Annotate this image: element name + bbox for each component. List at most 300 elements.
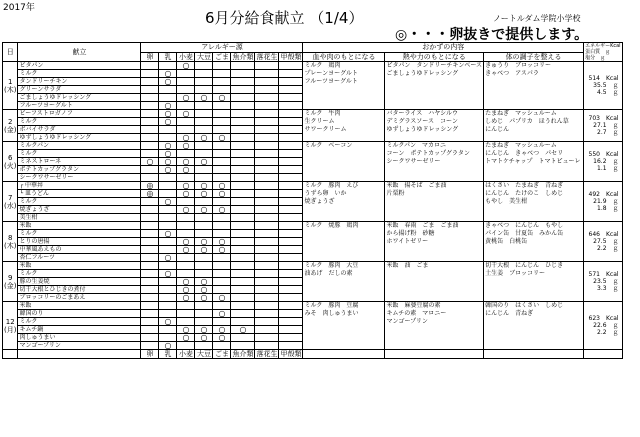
allergen-footer-0: 卵	[141, 350, 159, 359]
allergen-mark	[195, 270, 213, 278]
allergen-header-1: 乳	[159, 52, 177, 62]
allergen-mark	[141, 222, 159, 230]
allergen-mark	[255, 174, 279, 182]
allergen-mark: ◎	[141, 182, 159, 190]
allergen-mark: ○	[177, 190, 195, 198]
allergen-mark: ○	[195, 334, 213, 342]
table-row	[3, 110, 623, 118]
allergen-mark	[231, 86, 255, 94]
allergen-mark: ○	[195, 294, 213, 302]
allergen-mark	[279, 206, 303, 214]
allergen-mark	[159, 310, 177, 318]
allergen-mark	[279, 118, 303, 126]
allergen-mark	[255, 318, 279, 326]
allergen-mark: ○	[177, 238, 195, 246]
allergen-mark	[231, 150, 255, 158]
allergen-mark	[195, 318, 213, 326]
allergen-mark	[177, 78, 195, 86]
allergen-mark	[195, 174, 213, 182]
allergen-mark	[279, 254, 303, 262]
allergen-mark	[159, 238, 177, 246]
body-cell: 切干大根 にんじん ひじき 土生姜 ブロッコリー	[484, 262, 584, 302]
allergen-mark	[255, 134, 279, 142]
allergen-mark	[159, 294, 177, 302]
dish-name: 米飯	[18, 262, 141, 270]
allergen-mark	[231, 158, 255, 166]
table-row	[3, 262, 623, 270]
allergen-header-5: 魚介類	[232, 52, 254, 61]
day-cell: 9 (金)	[3, 262, 18, 302]
day-header: 日	[3, 43, 18, 62]
dish-name: ミルク	[18, 318, 141, 326]
footer-row	[3, 350, 623, 359]
dish-name: ブロッコリーのごまあえ	[18, 294, 141, 302]
allergen-mark	[213, 262, 231, 270]
allergen-header-0: 卵	[141, 52, 159, 62]
allergen-mark	[279, 110, 303, 118]
allergen-mark	[279, 182, 303, 190]
allergen-mark	[231, 166, 255, 174]
allergen-mark	[195, 198, 213, 206]
allergen-mark	[177, 262, 195, 270]
dish-name: ミルク	[18, 150, 141, 158]
dish-name: ミルク	[18, 118, 141, 126]
allergen-mark	[279, 262, 303, 270]
allergen-mark: ○	[159, 78, 177, 86]
menu-table	[2, 42, 623, 359]
allergen-mark	[213, 158, 231, 166]
footer-spacer	[584, 350, 622, 359]
menu-header: 献立	[18, 43, 141, 62]
allergen-mark: ○	[159, 110, 177, 118]
dish-name: グリーンサラダ	[18, 86, 141, 94]
day-cell: 1 (木)	[3, 62, 18, 110]
allergen-mark: ○	[213, 206, 231, 214]
allergen-mark	[177, 150, 195, 158]
allergen-mark	[279, 302, 303, 310]
body-header: 体の調子を整える	[484, 52, 584, 62]
allergen-mark	[195, 342, 213, 350]
allergen-mark	[141, 126, 159, 134]
allergen-mark	[231, 78, 255, 86]
allergen-mark	[195, 86, 213, 94]
dish-name: マンゴープリン	[18, 342, 141, 350]
dish-name: ミルク	[18, 270, 141, 278]
allergen-mark	[231, 94, 255, 102]
allergen-mark	[255, 102, 279, 110]
heat-cell: バターライス ハヤシルウ デミグラスソース コーン ゆずしょうゆドレッシング	[385, 110, 484, 142]
allergen-mark	[141, 134, 159, 142]
allergen-mark	[159, 134, 177, 142]
allergen-mark	[141, 318, 159, 326]
heat-cell: 米飯 麻婆豆腐の素 キムチの素 マロニー マンゴープリン	[385, 302, 484, 350]
allergen-mark	[231, 182, 255, 190]
allergen-mark	[195, 78, 213, 86]
allergen-mark	[177, 230, 195, 238]
body-cell: たまねぎ マッシュルーム しめじ パプリカ ほうれん草 にんじん	[484, 110, 584, 142]
dish-name: 切干大根とひじきの煮付	[18, 286, 141, 294]
dish-name: キムチ鍋	[18, 326, 141, 334]
allergen-mark	[141, 214, 159, 222]
allergen-mark	[255, 342, 279, 350]
allergen-mark	[141, 62, 159, 70]
allergen-mark	[255, 150, 279, 158]
heat-cell: ピタパン タンドリーチキンベース ごましょうゆドレッシング	[385, 62, 484, 110]
allergen-mark	[195, 150, 213, 158]
allergen-mark	[159, 182, 177, 190]
allergen-mark	[255, 254, 279, 262]
allergen-mark	[141, 78, 159, 86]
year-label: 2017年	[3, 3, 35, 13]
allergen-mark	[279, 142, 303, 150]
allergen-mark	[195, 102, 213, 110]
allergen-mark	[231, 142, 255, 150]
allergen-footer-2: 小麦	[178, 350, 193, 358]
allergen-mark: ○	[195, 278, 213, 286]
allergen-mark	[141, 102, 159, 110]
allergen-mark	[231, 206, 255, 214]
allergen-mark	[213, 278, 231, 286]
nutrition-cell: 492 Kcal 21.9 ｇ 1.8 ｇ	[584, 182, 622, 222]
allergen-mark	[255, 238, 279, 246]
allergen-mark	[231, 318, 255, 326]
allergen-mark	[195, 166, 213, 174]
allergen-mark	[213, 342, 231, 350]
allergen-mark	[231, 238, 255, 246]
dish-name: └ 皿うどん	[18, 190, 141, 198]
allergen-mark	[213, 110, 231, 118]
allergen-mark	[177, 86, 195, 94]
allergen-mark	[279, 310, 303, 318]
allergen-mark	[195, 310, 213, 318]
allergen-mark	[255, 302, 279, 310]
heat-cell: 米飯 揚そば ごま油 片栗粉	[385, 182, 484, 222]
allergen-mark	[141, 342, 159, 350]
allergen-mark: ○	[195, 190, 213, 198]
allergen-mark	[231, 174, 255, 182]
allergy-group-header: アレルギー源	[141, 43, 303, 53]
dish-name: ミルク	[18, 230, 141, 238]
body-cell: 韓国のり はくさい しめじ にんじん 青ねぎ	[484, 302, 584, 350]
allergen-mark	[255, 294, 279, 302]
allergen-mark	[255, 246, 279, 254]
allergen-mark: ◎	[141, 190, 159, 198]
dish-name: ポテトカップグラタン	[18, 166, 141, 174]
allergen-mark	[255, 262, 279, 270]
allergen-mark: ○	[195, 246, 213, 254]
allergen-mark	[213, 86, 231, 94]
allergen-mark: ○	[213, 134, 231, 142]
allergen-mark	[159, 174, 177, 182]
allergen-mark	[279, 286, 303, 294]
allergen-mark: ○	[231, 326, 255, 334]
allergen-mark	[141, 310, 159, 318]
allergen-mark: ○	[213, 190, 231, 198]
allergen-mark: ○	[159, 70, 177, 78]
allergen-mark	[255, 230, 279, 238]
nutrition-cell: 550 Kcal 16.2 ｇ 1.1 ｇ	[584, 142, 622, 182]
heat-header: 熱や力のもとになる	[385, 52, 484, 62]
allergen-mark	[159, 262, 177, 270]
dish-name: 美生柑	[18, 214, 141, 222]
allergen-mark	[231, 302, 255, 310]
body-cell: はくさい たまねぎ 青ねぎ にんじん たけのこ しめじ もやし 美生柑	[484, 182, 584, 222]
blood-cell: ミルク 豚肉 えび うずら卵 いか 焼ぎょうざ	[303, 182, 385, 222]
allergen-mark	[255, 222, 279, 230]
allergen-mark	[177, 310, 195, 318]
allergen-mark	[195, 70, 213, 78]
allergen-mark	[177, 118, 195, 126]
dish-name: 韓国のり	[18, 310, 141, 318]
allergen-mark: ○	[213, 310, 231, 318]
dish-name: ごましょうゆドレッシング	[18, 94, 141, 102]
dish-name: ミルクパン	[18, 142, 141, 150]
allergen-mark: ○	[177, 142, 195, 150]
allergen-mark	[231, 222, 255, 230]
allergen-mark	[279, 278, 303, 286]
allergen-mark: ○	[159, 102, 177, 110]
nutrition-cell: 646 Kcal 27.5 ｇ 2.2 ｇ	[584, 222, 622, 262]
allergen-mark	[141, 230, 159, 238]
allergen-mark	[195, 262, 213, 270]
allergen-mark	[159, 86, 177, 94]
allergen-mark	[177, 102, 195, 110]
day-cell: 8 (木)	[3, 222, 18, 262]
allergen-mark	[213, 318, 231, 326]
dish-name: 杏仁フルーツ	[18, 254, 141, 262]
allergen-mark	[141, 238, 159, 246]
allergen-mark	[141, 118, 159, 126]
allergen-mark	[213, 70, 231, 78]
dish-name: 米飯	[18, 302, 141, 310]
allergen-mark	[231, 278, 255, 286]
allergen-mark	[141, 334, 159, 342]
allergen-mark: ○	[177, 158, 195, 166]
allergen-mark: ○	[195, 182, 213, 190]
dish-name: 中華風あえもの	[18, 246, 141, 254]
day-cell: 7 (水)	[3, 182, 18, 222]
allergen-mark	[159, 246, 177, 254]
dish-name: ビタパン	[18, 62, 141, 70]
allergen-mark	[279, 70, 303, 78]
allergen-header-3: 大豆	[196, 52, 211, 61]
allergen-mark: ○	[213, 334, 231, 342]
side-group-header: おかずの内容	[303, 43, 584, 53]
allergen-mark	[159, 286, 177, 294]
allergen-mark	[255, 310, 279, 318]
allergen-mark	[255, 126, 279, 134]
allergen-mark: ○	[159, 230, 177, 238]
nutrition-cell: 703 Kcal 27.1 ｇ 2.7 ｇ	[584, 110, 622, 142]
allergen-mark	[141, 206, 159, 214]
allergen-mark	[195, 222, 213, 230]
allergen-mark	[255, 270, 279, 278]
dish-name: ミルク	[18, 198, 141, 206]
allergen-mark: ○	[195, 326, 213, 334]
allergen-mark	[213, 150, 231, 158]
allergen-mark	[141, 70, 159, 78]
allergen-mark	[213, 78, 231, 86]
header-row-1	[3, 43, 623, 53]
day-cell: 2 (金)	[3, 110, 18, 142]
allergen-mark	[159, 326, 177, 334]
allergen-mark: ○	[195, 206, 213, 214]
allergen-mark: ○	[177, 326, 195, 334]
allergen-mark	[231, 70, 255, 78]
allergen-footer-6: 落花生	[256, 350, 278, 358]
allergen-mark	[141, 150, 159, 158]
allergen-mark	[141, 270, 159, 278]
allergen-mark	[141, 286, 159, 294]
allergen-mark: ○	[177, 286, 195, 294]
body-cell: たまねぎ マッシュルーム にんじん きゃべつ パセリ トマトケチャップ トマトピューレ	[484, 142, 584, 182]
allergen-mark	[231, 342, 255, 350]
heat-cell: 米飯 油 ごま	[385, 262, 484, 302]
allergen-mark	[279, 230, 303, 238]
allergen-mark	[141, 262, 159, 270]
allergen-mark: ○	[213, 238, 231, 246]
allergen-mark: ○	[159, 150, 177, 158]
allergen-mark	[279, 102, 303, 110]
body-cell: きゅうり ブロッコリー きゃべつ アスパラ	[484, 62, 584, 110]
allergen-mark	[231, 262, 255, 270]
allergen-mark	[213, 222, 231, 230]
menu-body	[3, 62, 623, 350]
allergen-mark	[177, 254, 195, 262]
allergen-mark: ○	[177, 206, 195, 214]
allergen-mark: ○	[177, 278, 195, 286]
allergen-mark	[231, 126, 255, 134]
allergen-mark	[195, 118, 213, 126]
allergen-mark	[213, 62, 231, 70]
dish-name: 豚の生姜焼	[18, 278, 141, 286]
allergen-mark	[279, 166, 303, 174]
dish-name: 米飯	[18, 222, 141, 230]
allergen-mark: ○	[213, 246, 231, 254]
allergen-mark: ○	[177, 62, 195, 70]
allergen-mark	[159, 334, 177, 342]
table-row	[3, 62, 623, 70]
allergen-mark	[177, 302, 195, 310]
allergen-mark	[231, 62, 255, 70]
table-row	[3, 182, 623, 190]
blood-cell: ミルク 豚肉 大豆 油あげ だしの素	[303, 262, 385, 302]
allergen-mark	[255, 214, 279, 222]
energy-header: エネルギーKcal 蛋白質 ｇ 塩分 ｇ	[585, 43, 621, 61]
nutrition-cell: 514 Kcal 35.5 ｇ 4.5 ｇ	[584, 62, 622, 110]
allergen-mark	[255, 190, 279, 198]
allergen-mark	[279, 294, 303, 302]
allergen-mark	[213, 254, 231, 262]
allergen-mark	[213, 286, 231, 294]
allergen-mark	[255, 334, 279, 342]
allergen-mark: ○	[213, 182, 231, 190]
allergen-footer-3: 大豆	[196, 350, 211, 358]
allergen-mark	[195, 254, 213, 262]
allergen-mark	[279, 214, 303, 222]
heat-cell: ミルクパン マカロニ コーン ポテトカップグラタン シークワサーゼリー	[385, 142, 484, 182]
allergen-mark: ○	[177, 334, 195, 342]
footer-spacer	[385, 350, 484, 359]
allergen-mark: ○	[159, 166, 177, 174]
allergen-mark	[231, 214, 255, 222]
allergen-mark	[231, 286, 255, 294]
dish-name: ボバイサラダ	[18, 126, 141, 134]
allergen-footer-5: 魚介類	[232, 350, 254, 358]
allergen-mark	[279, 62, 303, 70]
nutrition-cell: 623 Kcal 22.6 ｇ 2.2 ｇ	[584, 302, 622, 350]
allergen-mark	[141, 174, 159, 182]
allergen-mark	[231, 294, 255, 302]
school-name: ノートルダム学院小学校	[493, 14, 581, 23]
allergen-mark: ○	[195, 94, 213, 102]
blood-cell: ミルク 豚肉 豆腐 みそ 肉しゅうまい	[303, 302, 385, 350]
day-cell: 6 (火)	[3, 142, 18, 182]
allergen-mark	[255, 198, 279, 206]
allergen-mark: ○	[177, 166, 195, 174]
allergen-mark: ○	[159, 270, 177, 278]
allergen-mark	[255, 326, 279, 334]
allergen-mark	[159, 222, 177, 230]
allergen-mark	[141, 110, 159, 118]
allergen-mark	[279, 150, 303, 158]
allergen-mark	[177, 222, 195, 230]
allergen-mark	[159, 214, 177, 222]
allergen-mark	[141, 278, 159, 286]
allergen-mark	[141, 246, 159, 254]
allergen-mark: ○	[177, 182, 195, 190]
allergen-mark: ○	[195, 158, 213, 166]
allergen-mark	[231, 198, 255, 206]
allergen-mark	[195, 230, 213, 238]
allergen-mark	[195, 62, 213, 70]
allergen-mark	[213, 270, 231, 278]
dish-name: ┌ 中華丼	[18, 182, 141, 190]
allergen-mark	[231, 254, 255, 262]
allergen-footer-1: 乳	[159, 350, 177, 359]
heat-cell: 米飯 春雨 ごま ごま油 から揚げ粉 砂糖 ホワイトゼリー	[385, 222, 484, 262]
allergen-mark	[231, 246, 255, 254]
dish-name: ミネストローネ	[18, 158, 141, 166]
allergen-mark	[213, 302, 231, 310]
allergen-mark	[141, 94, 159, 102]
allergen-mark	[177, 174, 195, 182]
allergen-mark	[177, 214, 195, 222]
allergen-mark: ○	[159, 318, 177, 326]
allergen-mark	[279, 86, 303, 94]
allergen-mark	[255, 118, 279, 126]
allergen-mark	[231, 110, 255, 118]
day-cell: 12 (月)	[3, 302, 18, 350]
allergen-mark	[255, 78, 279, 86]
allergen-mark	[159, 302, 177, 310]
allergen-mark: ○	[177, 94, 195, 102]
allergen-mark	[213, 142, 231, 150]
allergen-mark: ○	[159, 142, 177, 150]
footer-spacer	[3, 350, 18, 359]
footer-spacer	[18, 350, 141, 359]
allergen-mark	[141, 254, 159, 262]
allergen-mark	[279, 334, 303, 342]
allergen-mark	[279, 190, 303, 198]
allergen-mark	[177, 342, 195, 350]
blood-cell: ミルク 牛肉 生クリーム サワークリーム	[303, 110, 385, 142]
allergen-mark	[279, 326, 303, 334]
allergen-mark	[279, 174, 303, 182]
allergen-mark	[279, 158, 303, 166]
allergen-mark	[279, 238, 303, 246]
allergen-mark: ○	[195, 286, 213, 294]
